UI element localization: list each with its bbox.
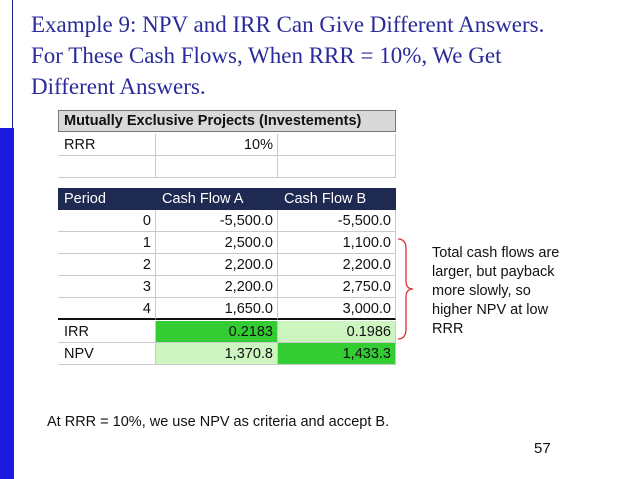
annotation-note xyxy=(432,244,602,339)
empty-cell xyxy=(278,134,396,156)
table-row xyxy=(58,210,396,232)
cash-flow-b-cell: 2,750.0 xyxy=(278,276,396,298)
note-line: larger, but payback xyxy=(432,264,555,280)
note-line: more slowly, so xyxy=(432,283,531,299)
period-cell: 4 xyxy=(58,298,156,320)
rrr-label: RRR xyxy=(58,134,156,156)
blank-row xyxy=(58,156,396,178)
cash-flow-a-cell: 2,200.0 xyxy=(156,254,278,276)
npv-a-value: 1,370.8 xyxy=(156,343,278,365)
rrr-row xyxy=(58,134,396,156)
cash-flow-b-cell: 1,100.0 xyxy=(278,232,396,254)
npv-row xyxy=(58,343,396,365)
page-number: 57 xyxy=(534,440,551,457)
note-line: Total cash flows are xyxy=(432,245,560,261)
header-cash-flow-a: Cash Flow A xyxy=(156,188,278,210)
cash-flow-b-cell: 3,000.0 xyxy=(278,298,396,320)
title-line-3: Different Answers. xyxy=(31,74,206,99)
table-banner: Mutually Exclusive Projects (Investements) xyxy=(58,110,396,132)
period-cell: 3 xyxy=(58,276,156,298)
cash-flow-a-cell: 2,500.0 xyxy=(156,232,278,254)
title-line-1: Example 9: NPV and IRR Can Give Different Answers. xyxy=(31,12,545,37)
note-line: RRR xyxy=(432,321,464,337)
npv-b-value: 1,433.3 xyxy=(278,343,396,365)
empty-cell xyxy=(58,156,156,178)
cash-flow-a-cell: 1,650.0 xyxy=(156,298,278,320)
brace-icon xyxy=(396,237,416,341)
table-row xyxy=(58,232,396,254)
npv-label: NPV xyxy=(58,343,156,365)
period-cell: 1 xyxy=(58,232,156,254)
period-cell: 2 xyxy=(58,254,156,276)
conclusion-text: At RRR = 10%, we use NPV as criteria and accept B. xyxy=(47,414,390,430)
cash-flow-a-cell: 2,200.0 xyxy=(156,276,278,298)
table-row xyxy=(58,254,396,276)
cash-flow-b-cell: 2,200.0 xyxy=(278,254,396,276)
empty-cell xyxy=(156,156,278,178)
header-cash-flow-b: Cash Flow B xyxy=(278,188,396,210)
slide-title xyxy=(31,9,621,102)
cash-flow-b-cell: -5,500.0 xyxy=(278,210,396,232)
left-accent-bar xyxy=(0,128,14,479)
period-cell: 0 xyxy=(58,210,156,232)
table-row xyxy=(58,276,396,298)
title-line-2: For These Cash Flows, When RRR = 10%, We Get xyxy=(31,43,502,68)
irr-label: IRR xyxy=(58,321,156,343)
rrr-value: 10% xyxy=(156,134,278,156)
note-line: higher NPV at low xyxy=(432,302,549,318)
irr-row xyxy=(58,321,396,343)
header-row xyxy=(58,188,396,210)
header-period: Period xyxy=(58,188,156,210)
empty-cell xyxy=(278,156,396,178)
cash-flow-a-cell: -5,500.0 xyxy=(156,210,278,232)
left-accent-bar-top xyxy=(0,0,13,128)
irr-b-value: 0.1986 xyxy=(278,321,396,343)
table-row xyxy=(58,298,396,320)
irr-a-value: 0.2183 xyxy=(156,321,278,343)
